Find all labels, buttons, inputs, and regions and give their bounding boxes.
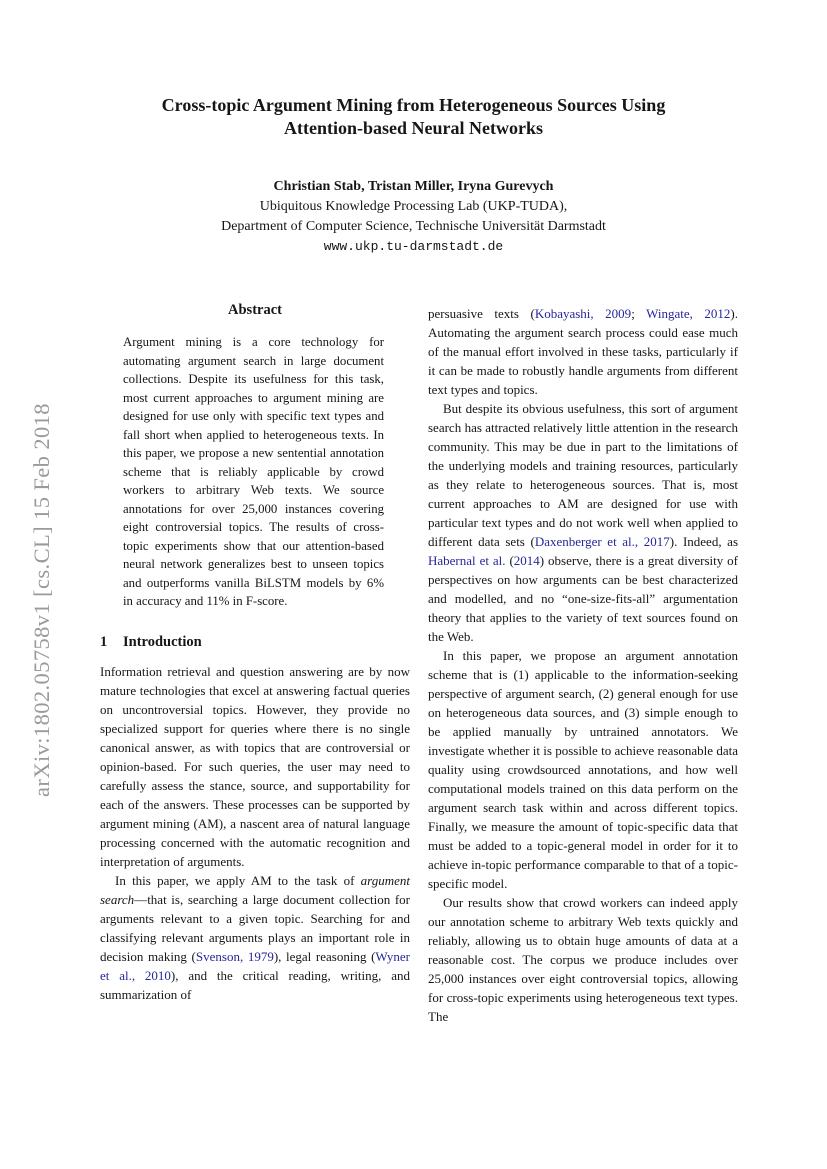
body-text: Information retrieval and question answering are by now mature technologies that excel at answering factual queries on uncontroversial topics. However, they provide no specialized support for queries where there is no single canonical answer, as with topics that are controversial or opinion-based. For such queries, the user may need to carefully assess the stance, source, and supportability for each of the answers. These processes can be supported by argument mining (AM), a nascent area of natural language processing concerned with the automatic recognition and interpretation of arguments. [100, 663, 410, 869]
body-text: ), and the critical reading, writing, and summarization of [100, 967, 410, 1002]
right-column [428, 298, 738, 1026]
authors-line: Christian Stab, Tristan Miller, Iryna Gurevych [273, 179, 554, 194]
body-text: ( [505, 553, 514, 568]
citation-link[interactable]: Wingate, 2012 [646, 306, 731, 321]
citation-link[interactable]: Habernal et al. [428, 553, 506, 568]
body-text: persuasive texts ( [428, 306, 535, 321]
citation-link[interactable]: 2014 [513, 553, 540, 568]
affiliation-line-2: Department of Computer Science, Technische Universität Darmstadt [221, 219, 606, 234]
left-column [100, 298, 410, 1026]
body-text: ). Automating the argument search process could ease much of the manual effort involved in these tasks, particularly if it can be made to robustly handle arguments from different text types and topics. [428, 306, 738, 397]
paper-header [0, 94, 827, 255]
arxiv-watermark: arXiv:1802.05758v1 [cs.CL] 15 Feb 2018 [29, 403, 54, 797]
body-text: ) observe, there is a great diversity of perspectives on how arguments can be best characterized and modelled, and no “one-size-fits-all” argumentation theory that applies to the variety of text sources found on the Web. [428, 553, 739, 644]
body-text: Our results show that crowd workers can indeed apply our annotation scheme to arbitrary Web texts quickly and reliably, allowing us to obtain huge amounts of data at a reasonable cost. The corpus we produce includes over 25,000 instances over eight controversial topics, allowing for cross-topic experiments using heterogeneous text types. The [428, 895, 738, 1024]
abstract-heading: Abstract [228, 302, 282, 318]
intro-paragraph-right-4 [428, 893, 738, 1026]
lab-website-link[interactable]: www.ukp.tu-darmstadt.de [323, 239, 504, 254]
body-text: In this paper, we apply AM to the task of [115, 872, 361, 888]
intro-paragraph-left-2 [100, 871, 410, 1004]
intro-paragraph-right-2 [428, 399, 738, 646]
intro-paragraph-left-1 [100, 662, 410, 871]
body-text: ; [631, 306, 647, 321]
body-text: But despite its obvious usefulness, this sort of argument search has attracted relatively little attention in the research community. This may be due in part to the limitations of the underlying models and training resources, particularly as they relate to heterogeneous sources. That is, most current approaches to AM are designed for use with particular text types and do not work well when applied to different data sets ( [428, 401, 738, 549]
paper-title-line1: Cross-topic Argument Mining from Heterogeneous Sources Using [161, 95, 666, 115]
citation-link[interactable]: Wyner et al., 2010 [100, 948, 410, 983]
citation-link[interactable]: Daxenberger et al., 2017 [534, 534, 670, 549]
two-column-body [100, 298, 738, 1026]
paper-title [0, 94, 827, 140]
section-title: Introduction [123, 633, 202, 650]
emphasis-text: argument search [100, 872, 410, 907]
body-text: In this paper, we propose an argument annotation scheme that is (1) applicable to the information-seeking perspective of argument search, (2) general enough for use on heterogeneous data sources, and (3) simple enough to be applied manually by untrained annotators. We investigate whether it is possible to achieve reasonable data quality using crowdsourced annotations, and how well computational models trained on this data perform on the argument search task within and across different topics. Finally, we measure the amount of topic-specific data that must be added to a topic-general model in order for it to achieve in-topic performance comparable to that of a topic-specific model. [428, 648, 738, 891]
citation-link[interactable]: Kobayashi, 2009 [534, 306, 632, 321]
intro-paragraph-right-3 [428, 646, 738, 893]
section-heading-introduction [100, 634, 410, 651]
affiliation-line-1: Ubiquitous Knowledge Processing Lab (UKP-TUDA), [259, 199, 568, 214]
section-number: 1 [100, 633, 108, 650]
citation-link[interactable]: Svenson, 1979 [195, 948, 274, 964]
intro-paragraph-right-1 [428, 304, 738, 399]
body-text: —that is, searching a large document collection for arguments relevant to a given topic. Searching for and classifying relevant arguments plays an important role in decision making ( [100, 891, 410, 964]
body-text: ). Indeed, as [669, 534, 739, 549]
body-text: ), legal reasoning ( [273, 948, 376, 964]
paper-title-line2: Attention-based Neural Networks [284, 118, 543, 138]
abstract-text: Argument mining is a core technology for automating argument search in large document collections. Despite its usefulness for this task, most current approaches to argument mining are designed for use only with specific text types and fall short when applied to heterogeneous texts. In this paper, we propose a new sentential annotation scheme that is reliably applicable by crowd workers to arbitrary Web texts. We source annotations for over 25,000 instances covering eight controversial topics. The results of cross-topic experiments show that our attention-based neural network generalizes best to unseen topics and outperforms vanilla BiLSTM models by 6% in accuracy and 11% in F-score. [123, 335, 384, 608]
